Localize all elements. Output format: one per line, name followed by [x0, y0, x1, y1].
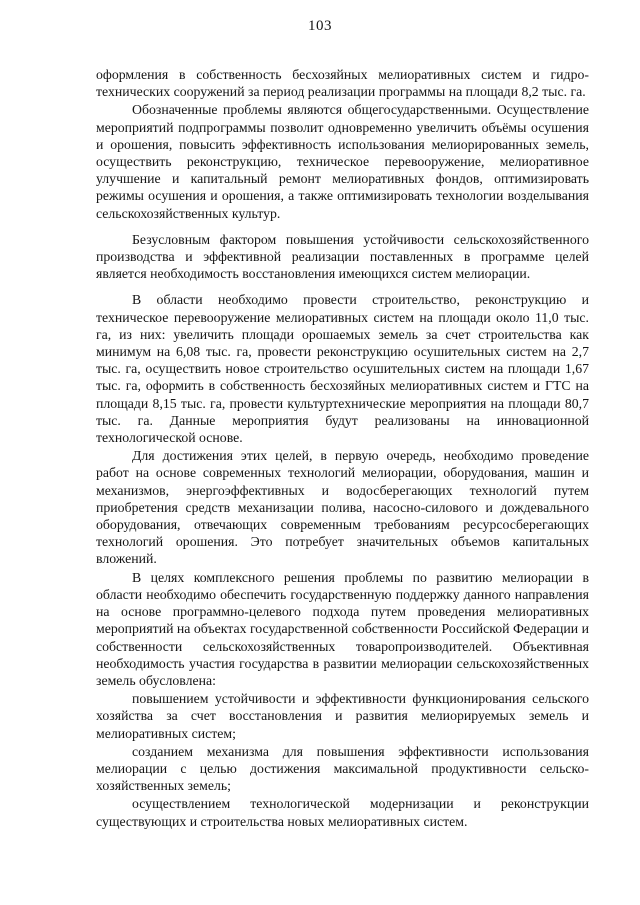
paragraph: Для достижения этих целей, в первую очередь, необходимо проведение работ на основе современных технологий мелиорации, оборудования, машин и механизмов, энергоэффективных и водосберегающих технологий путем приобретения средств механизации полива, насосно-силового и дождевального оборудования, отвечающих современным требованиям ресурсосберегающих технологий орошения. Это потребует значительных объемов капитальных вложений.	[96, 448, 589, 567]
body-text	[96, 66, 589, 830]
paragraph: Обозначенные проблемы являются общегосударственными. Осуществление мероприятий подпрограммы позволит одновременно увеличить объёмы осушения и орошения, повысить эффективность использования мелиорированных земель, осуществить реконструкцию, техническое перевооружение, мелиоративное улучшение и капитальный ремонт мелиоративных фондов, оптимизировать режимы осушения и орошения, а также оптимизировать технологии возделывания сельскохозяйственных культур.	[96, 102, 589, 221]
paragraph: созданием механизма для повышения эффективности использования мелиорации с целью достижения максимальной продуктивности сельскохозяйственных земель;	[96, 743, 589, 794]
paragraph: В целях комплексного решения проблемы по развитию мелиорации в области необходимо обеспечить государственную поддержку данного направления на основе программно-целевого подхода путем проведения мелиоративных мероприятий на объектах государственной собственности Российской Федерации и собственности сельскохозяйственных товаропроизводителей. Объективная необходимость участия государства в развитии мелиорации сельскохозяйственных земель обусловлена:	[96, 569, 589, 688]
paragraph: В области необходимо провести строительство, реконструкцию и техническое перевооружение мелиоративных систем на площади около 11,0 тыс. га, из них: увеличить площади орошаемых земель за счет строительства как минимум на 6,08 тыс. га, провести реконструкцию осушительных систем на 2,7 тыс. га, осуществить новое строительство осушительных систем на площади 1,67 тыс. га, оформить в собственность бесхозяйных мелиоративных систем и ГТС на площади 8,15 тыс. га, провести культуртехнические мероприятия на площади 80,7 тыс. га. Данные мероприятия будут реализованы на инновационной технологической основе.	[96, 292, 589, 446]
page-number: 103	[308, 18, 332, 34]
paragraph: повышением устойчивости и эффективности функционирования сельского хозяйства за счет восстановления и развития мелиорируемых земель и мелиоративных систем;	[96, 691, 589, 741]
paragraph: оформления в собственность бесхозяйных мелиоративных систем и гидротехнических сооружений за период реализации программы на площади 8,2 тыс. га.	[96, 67, 589, 100]
paragraph: Безусловным фактором повышения устойчивости сельскохозяйственного производства и эффективной реализации поставленных в программе целей является необходимость восстановления имеющихся систем мелиорации.	[96, 231, 589, 282]
paragraph: осуществлением технологической модернизации и реконструкции существующих и строительства новых мелиоративных систем.	[96, 796, 589, 829]
